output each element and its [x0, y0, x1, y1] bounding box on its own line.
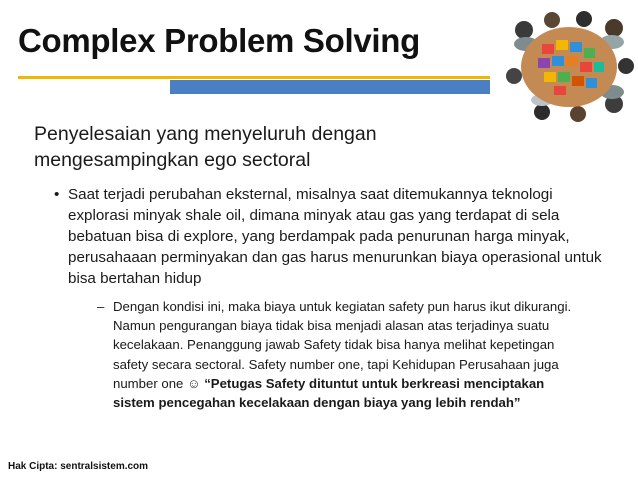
- team-puzzle-table-icon: [502, 10, 636, 122]
- slide-title: Complex Problem Solving: [18, 22, 421, 59]
- main-heading: Penyelesaian yang menyeluruh dengan mengesampingkan ego sectoral: [34, 123, 377, 171]
- bullet-level-1: [54, 184, 608, 289]
- bullet-level-2-text: Dengan kondisi ini, maka biaya untuk kegiatan safety pun harus ikut dikurangi. Namun pengurangan biaya tidak bisa menjadi alasan atas terjadinya suatu kecelakaan. Penanggung jawab Safety tidak bisa hanya melihat kepetingan safety secara sectoral. Safety number one, tapi Kehidupan Perusahaan juga number one: [113, 299, 572, 391]
- bullet-marker: •: [54, 186, 60, 203]
- bullet-level-2: [97, 297, 583, 412]
- smiley-icon: ☺: [187, 375, 201, 391]
- bullet-level-1-text: Saat terjadi perubahan eksternal, misalnya saat ditemukannya teknologi explorasi minyak shale oil, dimana minyak atau gas yang terdapat di sela bebatuan bisa di explore, yang berdampak pada penurunan harga minyak, perusahaaan perminyakan dan gas harus menurunkan biaya operasional untuk bisa bertahan hidup: [68, 186, 602, 287]
- dash-marker: –: [97, 299, 105, 314]
- copyright-footer: Hak Cipta: sentralsistem.com: [8, 461, 149, 472]
- bullet-level-2-bold-quote: “Petugas Safety dituntut untuk berkreasi menciptakan sistem pencegahan kecelakaan dengan biaya yang lebih rendah”: [113, 375, 545, 411]
- title-underline-blue: [170, 80, 490, 94]
- title-underline-gold: [18, 76, 490, 79]
